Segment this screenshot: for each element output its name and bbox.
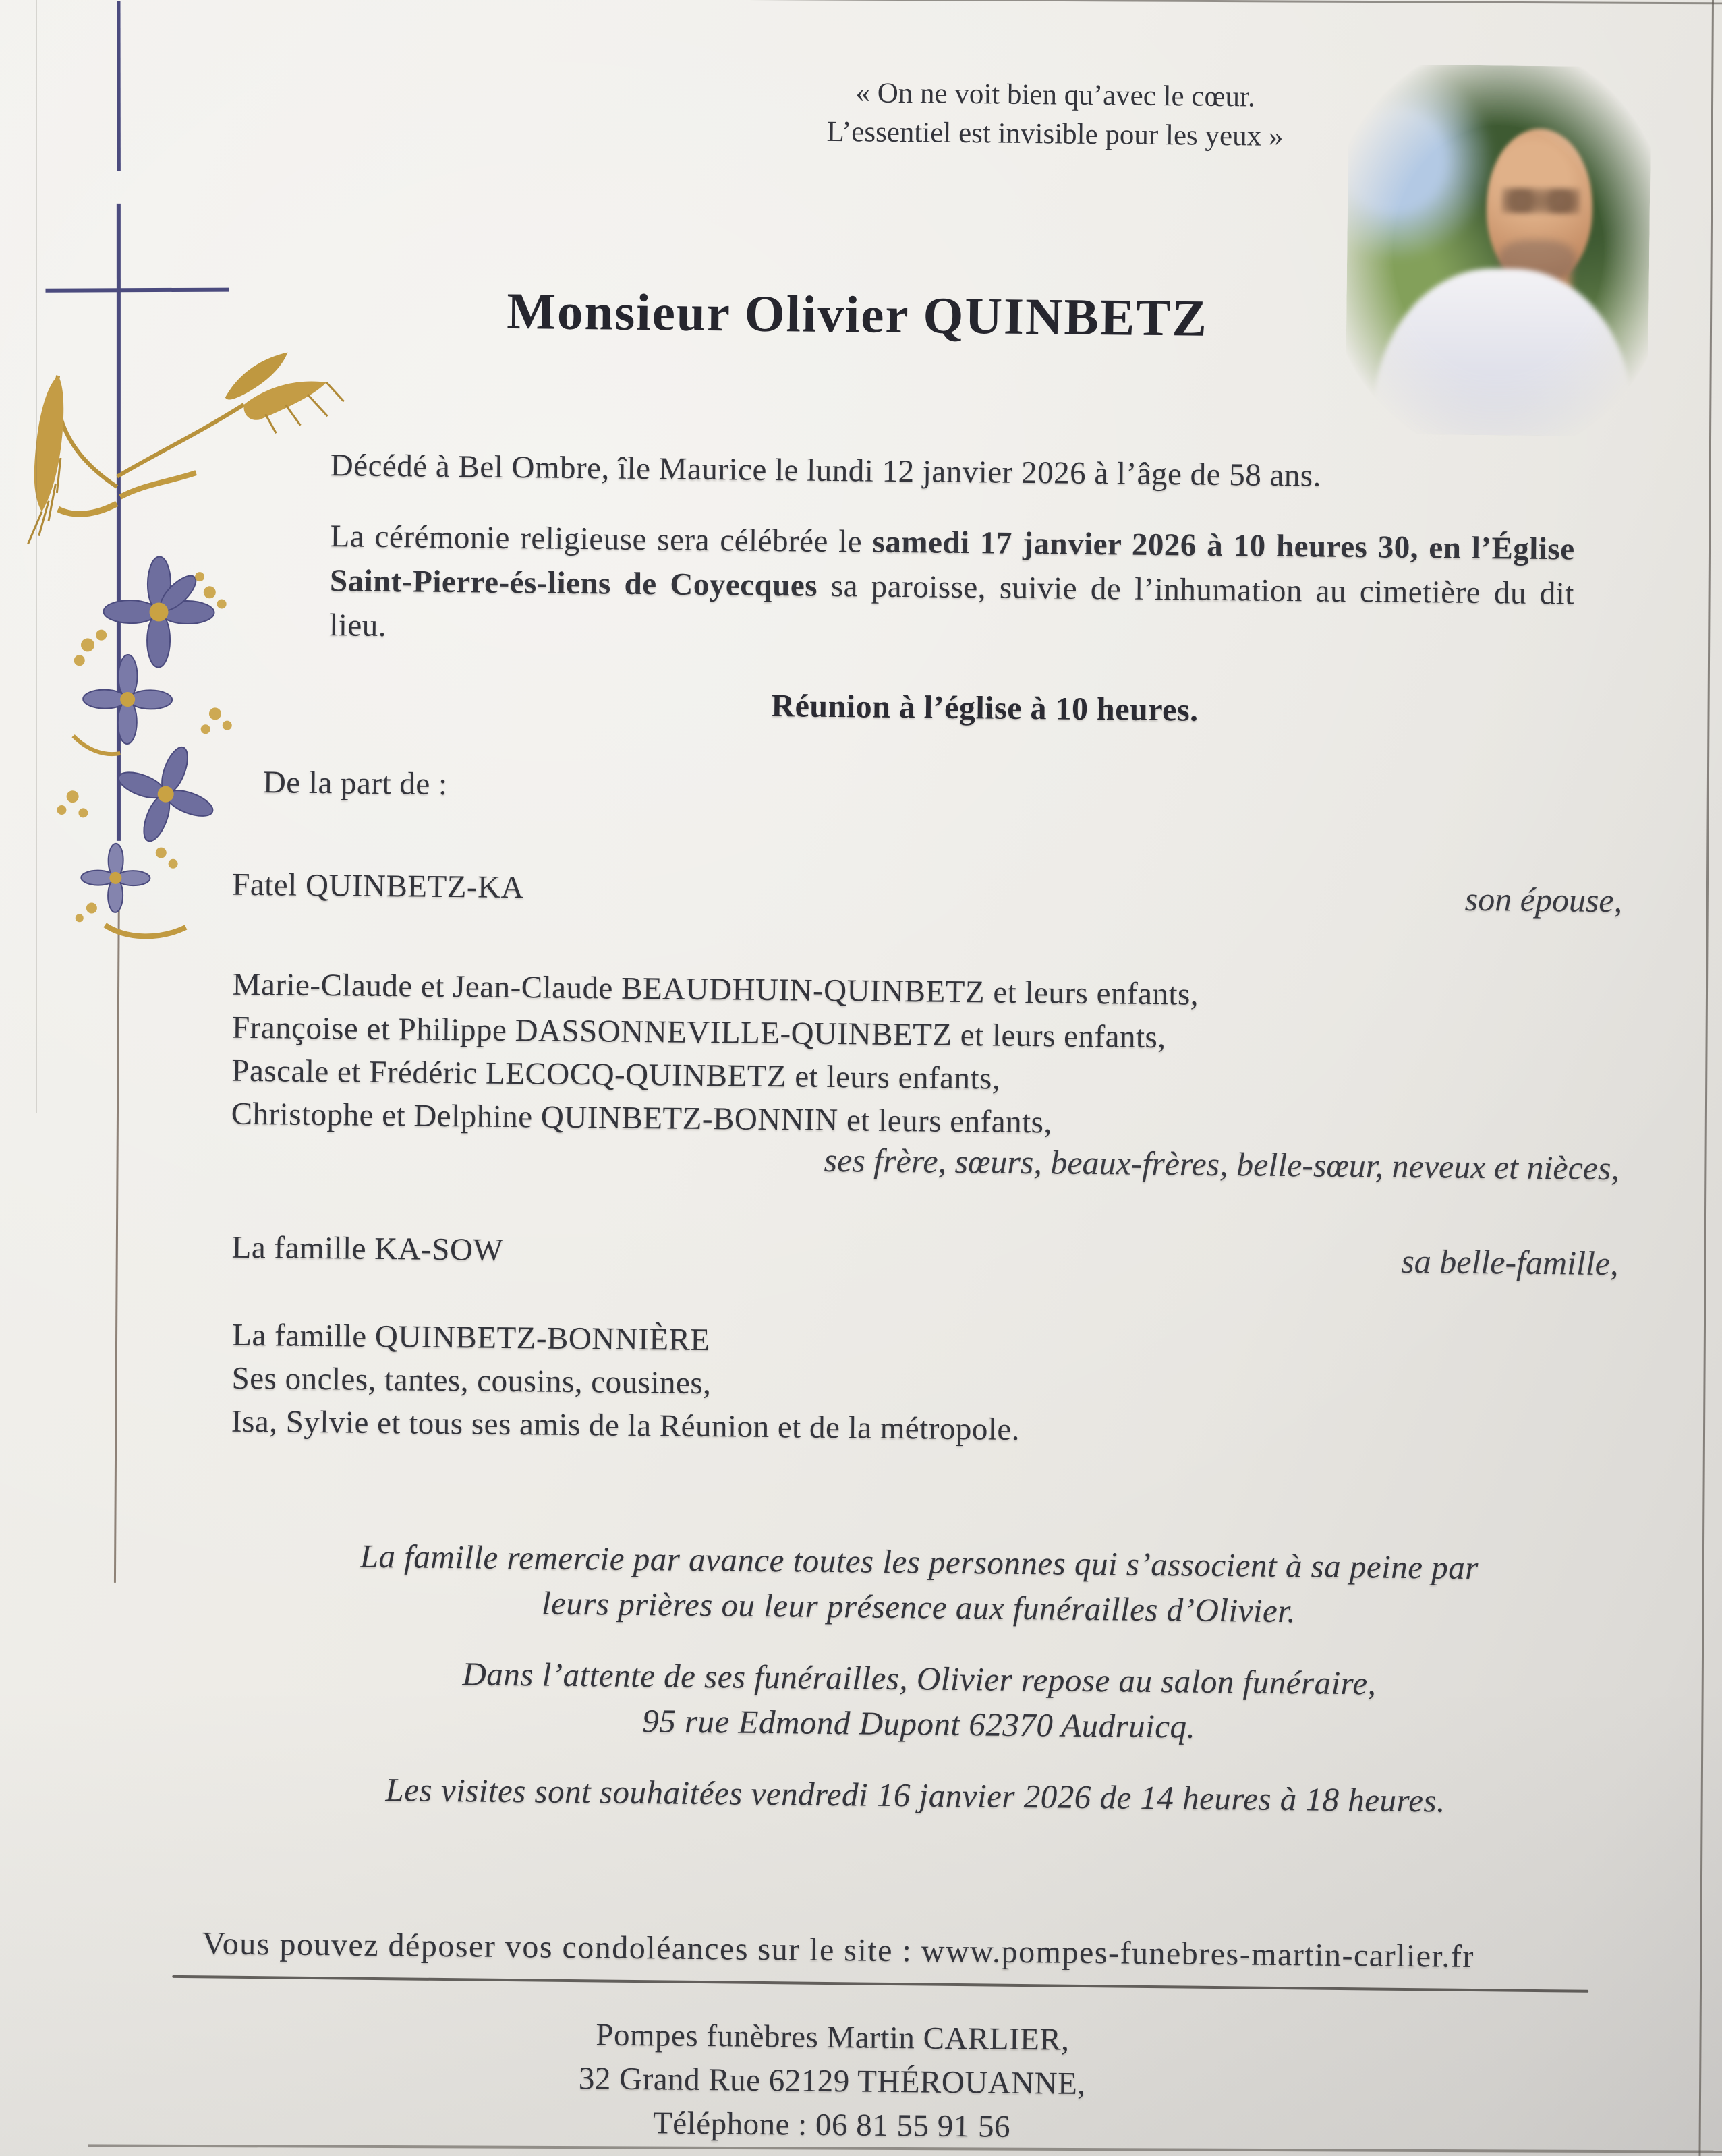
thanks-paragraph	[244, 1532, 1594, 1637]
inlaws-family-name: La famille KA-SOW	[231, 1229, 504, 1268]
inlaws-relation: sa belle-famille,	[1401, 1242, 1619, 1283]
funeral-home-footer	[360, 2011, 1305, 2153]
ceremony-paragraph	[329, 514, 1575, 660]
spouse-relation: son épouse,	[1464, 879, 1623, 920]
extended-family-line: Ses oncles, tantes, cousins, cousines,	[231, 1360, 712, 1401]
ceremony-text-bold: samedi 17 janvier 2026 à 10 heures 30, en l’Église Saint-Pierre-és-liens de Coyecques	[329, 524, 1575, 604]
quote-line-2: L’essentiel est invisible pour les yeux »	[826, 115, 1284, 152]
ceremony-text-1: La cérémonie religieuse sera célébrée le	[330, 519, 873, 560]
stem-line	[111, 856, 122, 1583]
extended-family-list	[231, 1314, 1021, 1451]
funeral-home-phone: Téléphone : 06 81 55 91 56	[652, 2105, 1011, 2145]
condolences-website-line: Vous pouvez déposer vos condoléances sur le site : www.pompes-funebres-martin-carlier.fr	[202, 1925, 1475, 1975]
repose-line-1: Dans l’attente de ses funérailles, Olivier repose au salon funéraire,	[462, 1655, 1377, 1702]
flowers-decoration	[55, 556, 233, 937]
visits-line: Les visites sont souhaitées vendredi 16 janvier 2026 de 14 heures à 18 heures.	[385, 1771, 1446, 1819]
condolences-underline	[172, 1975, 1588, 1993]
sibling-line: Pascale et Frédéric LECOCQ-QUINBETZ et leurs enfants,	[231, 1053, 1001, 1097]
sibling-line: Marie-Claude et Jean-Claude BEAUDHUIN-QUINBETZ et leurs enfants,	[232, 966, 1199, 1012]
siblings-relation: ses frère, sœurs, beaux-frères, belle-sœur, neveux et nièces,	[824, 1140, 1620, 1188]
siblings-list	[231, 963, 1199, 1146]
thanks-line-1: La famille remercie par avance toutes les personnes qui s’associent à sa peine par	[360, 1537, 1479, 1587]
deceased-name-title: Monsieur Olivier QUINBETZ	[506, 281, 1209, 347]
portrait-photo	[1345, 64, 1651, 437]
memorial-quote	[718, 72, 1393, 157]
sibling-line: Christophe et Delphine QUINBETZ-BONNIN et leurs enfants,	[231, 1096, 1053, 1140]
funeral-home-address: 32 Grand Rue 62129 THÉROUANNE,	[578, 2061, 1086, 2102]
page-edge-top	[701, 0, 1722, 4]
ceremony-text-2: sa paroisse, suivie de l’inhumation au cimetière du dit lieu.	[329, 568, 1575, 644]
extended-family-line: La famille QUINBETZ-BONNIÈRE	[232, 1317, 710, 1358]
quote-line-1: « On ne voit bien qu’avec le cœur.	[855, 77, 1255, 113]
spouse-name: Fatel QUINBETZ-KA	[232, 867, 525, 906]
thanks-line-2: leurs prières ou leur présence aux funérailles d’Olivier.	[541, 1584, 1296, 1630]
funeral-home-name: Pompes funèbres Martin CARLIER,	[596, 2017, 1070, 2058]
repose-line-2: 95 rue Edmond Dupont 62370 Audruicq.	[641, 1702, 1196, 1745]
repose-paragraph	[244, 1649, 1594, 1753]
paper-crease-left	[36, 0, 37, 1113]
church-meeting-line: Réunion à l’église à 10 heures.	[771, 688, 1199, 728]
wheat-ears-decoration	[28, 349, 345, 547]
sibling-line: Françoise et Philippe DASSONNEVILLE-QUINBETZ et leurs enfants,	[231, 1010, 1166, 1055]
extended-family-line: Isa, Sylvie et tous ses amis de la Réunion et de la métropole.	[231, 1403, 1021, 1447]
death-notice-line: Décédé à Bel Ombre, île Maurice le lundi 12 janvier 2026 à l’âge de 58 ans.	[330, 448, 1322, 494]
photo-eyes	[1501, 187, 1580, 214]
from-label: De la part de :	[262, 765, 448, 803]
